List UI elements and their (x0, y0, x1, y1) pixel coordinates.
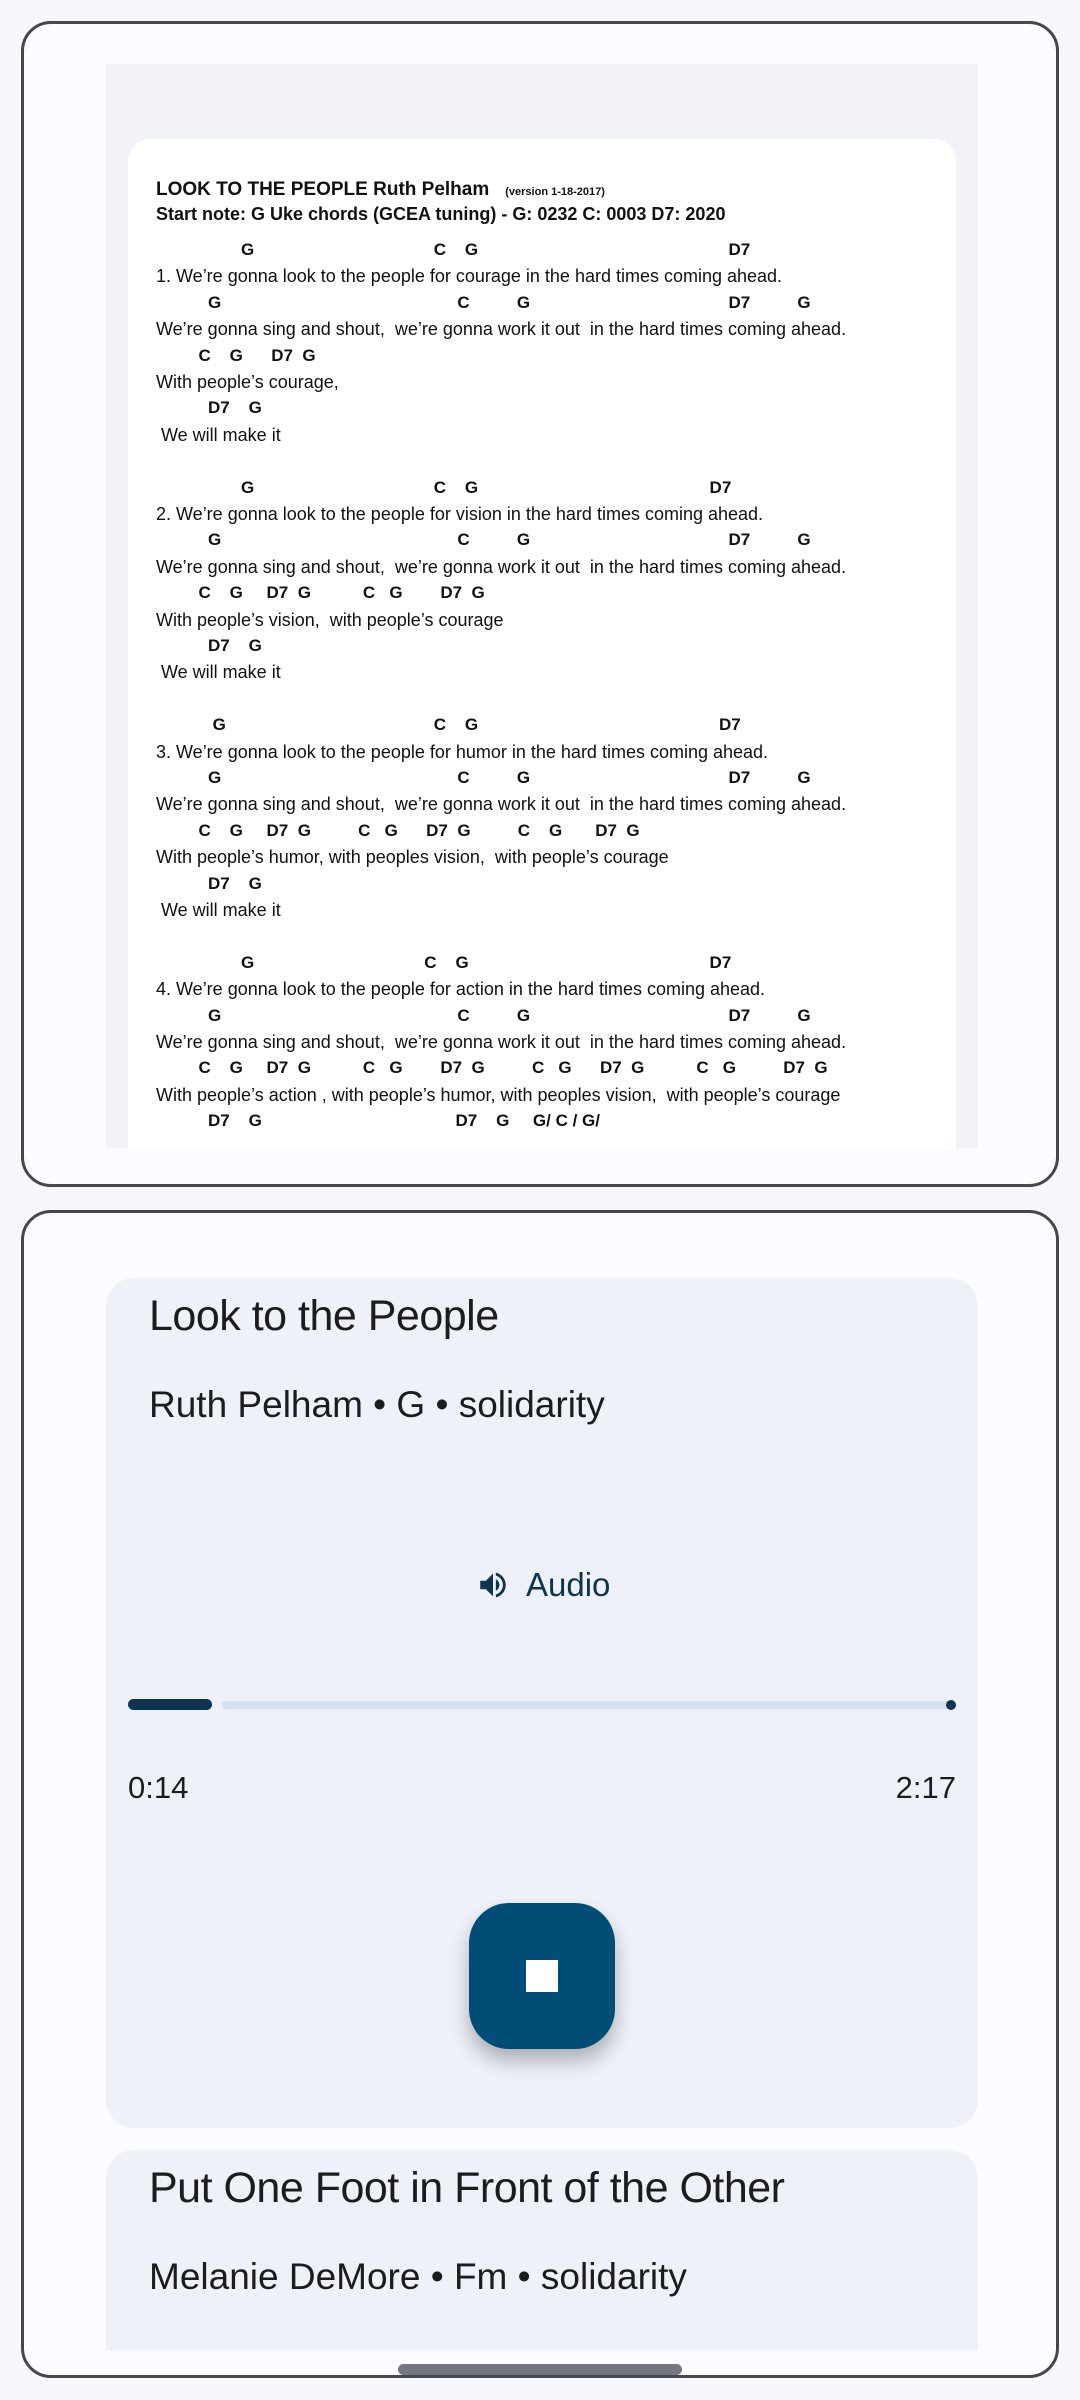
sheet-chord-line: D7 G (156, 636, 262, 655)
sheet-chord-line: G C G D7 G (156, 768, 811, 787)
sheet-version: (version 1-18-2017) (505, 186, 605, 198)
sheet-lyric-line: With people’s humor, with peoples vision, with people’s courage (156, 847, 669, 868)
sheet-scroll-area[interactable] (106, 64, 978, 1148)
sheet-chord-line: G C G D7 (156, 952, 732, 972)
song-card[interactable] (106, 1278, 978, 2128)
time-total: 2:17 (895, 1770, 956, 1805)
speaker-icon (476, 1568, 510, 1602)
player-panel (21, 1210, 1059, 2378)
stop-icon (526, 1960, 558, 1992)
sheet-lyric-line: 3. We’re gonna look to the people for humor in the hard times coming ahead. (156, 741, 769, 762)
sheet-lyric-line: 1. We’re gonna look to the people for courage in the hard times coming ahead. (156, 266, 783, 287)
audio-label: Audio (526, 1566, 611, 1603)
sheet-lyric-line: We will make it (156, 662, 281, 683)
sheet-lyric-line: We will make it (156, 900, 281, 920)
sheet-viewer-panel[interactable] (21, 21, 1059, 1187)
sheet-chord-line: G C G D7 G (156, 292, 811, 312)
sheet-chord-line: G C G D7 (156, 477, 732, 497)
next-song-meta: Melanie DeMore • Fm • solidarity (149, 2256, 687, 2297)
sheet-lyric-line: With people’s courage, (156, 372, 339, 392)
sheet-lyric-line: With people’s action , with people’s humor, with peoples vision, with people’s courage (156, 1084, 841, 1105)
sheet-subtitle: Start note: G Uke chords (GCEA tuning) - G: 0232 C: 0003 D7: 2020 (156, 204, 726, 224)
song-meta: Ruth Pelham • G • solidarity (149, 1384, 605, 1425)
sheet-lyric-line: 2. We’re gonna look to the people for vision in the hard times coming ahead. (156, 504, 764, 524)
sheet-lyric-line: With people’s vision, with people’s courage (156, 609, 504, 630)
next-song-title: Put One Foot in Front of the Other (149, 2164, 785, 2212)
sheet-chord-line: G C G D7 G (156, 530, 811, 550)
progress-filled (128, 1699, 212, 1710)
progress-end-dot (946, 1700, 956, 1710)
song-title: Look to the People (149, 1292, 499, 1340)
sheet-lyric-line: We will make it (156, 424, 281, 445)
stop-button[interactable] (469, 1903, 615, 2049)
sheet-chord-line: C G D7 G C G D7 G (156, 583, 485, 603)
next-song-card[interactable] (106, 2150, 978, 2350)
sheet-chord-line: D7 G D7 G G/ C / G/ (156, 1111, 600, 1131)
sheet-lyric-line: We’re gonna sing and shout, we’re gonna work it out in the hard times coming ahead. (156, 794, 847, 815)
sheet-chord-line: D7 G (156, 398, 262, 418)
audio-label-group (476, 1566, 610, 1604)
sheet-chord-line: G C G D7 (156, 240, 751, 259)
sheet-chord-line: C G D7 G (156, 345, 316, 365)
sheet-lyric-line: We’re gonna sing and shout, we’re gonna work it out in the hard times coming ahead. (156, 556, 847, 577)
sheet-lyric-line: We’re gonna sing and shout, we’re gonna work it out in the hard times coming ahead. (156, 1032, 847, 1052)
sheet-chord-line: G C G D7 G (156, 1005, 811, 1025)
sheet-page (128, 139, 956, 1148)
sheet-chord-line: C G D7 G C G D7 G C G D7 G (156, 820, 640, 840)
time-current: 0:14 (128, 1770, 189, 1805)
sheet-title: LOOK TO THE PEOPLE Ruth Pelham (version 1-18-2017) (156, 179, 605, 200)
sheet-chord-line: C G D7 G C G D7 G C G D7 G C G D7 G (156, 1058, 828, 1078)
sheet-lyric-line: 4. We’re gonna look to the people for action in the hard times coming ahead. (156, 979, 766, 1000)
audio-progress-slider[interactable] (128, 1698, 956, 1712)
progress-track (222, 1701, 956, 1709)
sheet-chord-line: D7 G (156, 873, 262, 893)
home-indicator[interactable] (398, 2364, 682, 2375)
sheet-lyric-line: We’re gonna sing and shout, we’re gonna work it out in the hard times coming ahead. (156, 319, 847, 340)
sheet-chord-line: G C G D7 (156, 715, 741, 735)
